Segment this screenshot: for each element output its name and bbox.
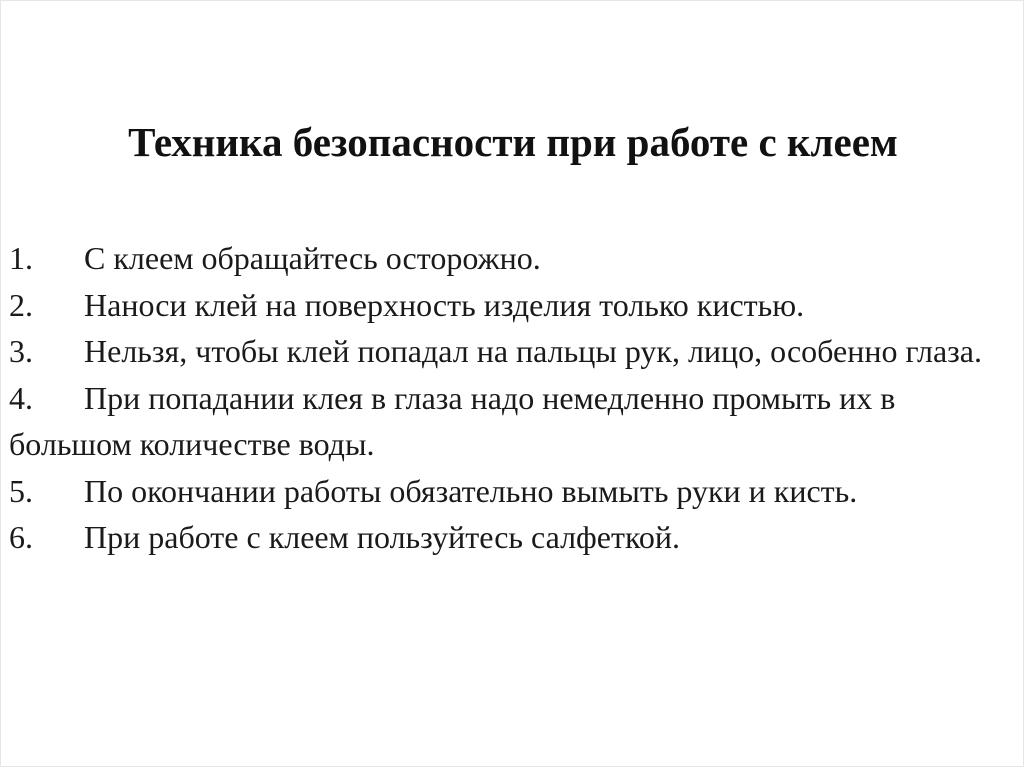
rule-number: 1. [9,240,33,276]
slide-title: Техника безопасности при работе с клеем [128,119,898,165]
rule-text: Нельзя, чтобы клей попадал на пальцы рук, лицо, особенно глаза. [84,333,982,369]
rule-number: 4. [9,379,33,416]
rule-text: По окончании работы обязательно вымыть руки и кисть. [84,472,858,509]
rule-number: 2. [9,286,33,323]
rule-text: При попадании клея в глаза надо немедленно промыть их в большом количестве воды. [9,379,896,462]
rule-item-1 [9,235,1009,282]
rule-text: При работе с клеем пользуйтесь салфеткой. [84,519,681,555]
rule-text: С клеем обращайтесь осторожно. [84,240,541,276]
rule-item-3 [9,328,1009,375]
rule-item-2 [9,282,1009,329]
rule-number: 6. [9,519,33,555]
rule-number: 5. [9,472,33,509]
rule-item-4 [9,375,1009,468]
rule-text: Наноси клей на поверхность изделия только кистью. [84,286,805,323]
rule-item-5 [9,468,1009,515]
safety-rules-list [9,235,1009,561]
rule-item-6 [9,514,1009,561]
rule-number: 3. [9,333,33,369]
